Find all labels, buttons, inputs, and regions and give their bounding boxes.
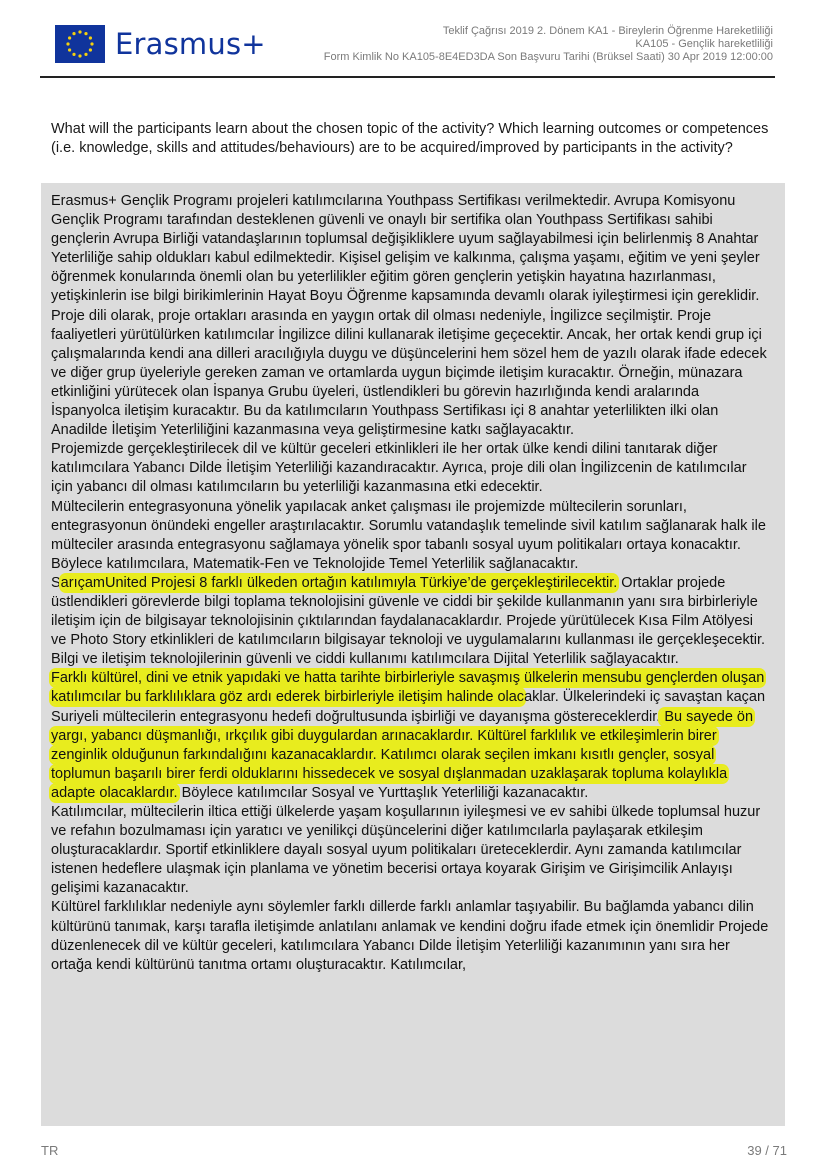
footer-language: TR	[41, 1143, 59, 1158]
answer-text	[51, 192, 771, 975]
paragraph	[51, 574, 771, 669]
paragraph	[51, 669, 771, 803]
text-run: S	[51, 574, 61, 591]
text-run: Böylece katılımcılar Sosyal ve Yurttaşlık Yeterliliği kazanacaktır.	[177, 784, 589, 801]
erasmus-logo	[55, 23, 285, 65]
text-run: aklar. Ülkelerindeki iç savaştan kaçan Suriyeli mültecilerin entegrasyonu hedefi doğrultusunda işbirliği ve dayanışma göstereceklerdir.	[51, 689, 766, 725]
paragraph: Katılımcılar, mültecilerin iltica ettiği ülkelerde yaşam koşullarının iyileşmesi ve ev sahibi ülkede toplumsal huzur ve refahın bozulmaması için yaratıcı ve yenilikçi düşüncelerini diğer katılımcılarla paylaşarak etkileşim oluşturacaklardır. Sportif etkinliklere dayalı sosyal uyum politikaları üreteceklerdir. Aynı zamanda katılımcılar istenen hedeflere ulaşmak için planlama ve yönetim becerisi ortaya koyarak Girişim ve Girişimcilik Anlayışı gelişimi kazanacaktır.	[51, 804, 761, 897]
highlighted-text: arıçamUnited Projesi 8 farklı ülkeden ortağın katılımıyla Türkiye’de gerçekleştirilecektir.	[60, 574, 618, 591]
highlighted-text: Bu sayede ön yargı, yabancı düşmanlığı, ırkçılık gibi duygulardan arınacaklardır. Kültürel farklılık ve etkileşimlerin birer zenginlik olduğunun farkındalığını kazanacaklardır. Katılımcı olarak seçilen imkanı kısıtlı gençler, sosyal toplumun başarılı birer ferdi olduklarını hissedecek ve sosyal dışlanmadan uzaklaşarak topluma kolaylıkla adapte olacaklardır.	[51, 708, 754, 801]
header-divider	[40, 76, 775, 78]
paragraph: Mültecilerin entegrasyonuna yönelik yapılacak anket çalışması ile projemizde mültecilerin sorunları, entegrasyonun önündeki engeller araştırılacaktır. Sorumlu vatandaşlık temelinde sivil katılım sağlanarak halk ile mülteciler arasında entegrasyonu sağlamaya yönelik spor tabanlı sosyal uyum politikaları ortaya konacaktır. Böylece katılımcılara, Matematik-Fen ve Teknolojide Temel Yeterlilik sağlanacaktır.	[51, 498, 766, 572]
paragraph: Proje dili olarak, proje ortakları arasında en yaygın ortak dil olması nedeniyle, İngilizce seçilmiştir. Proje faaliyetleri yürütülürken katılımcılar İngilizce dilini kullanarak iletişime geçecektir. Ancak, her ortak kendi grup içi çalışmalarında kendi ana dilleri aracılığıyla duygu ve düşüncelerini hem sözel hem de yazılı olarak ifade edecek ve diğer grup üyeleriyle gereken zaman ve ortamlarda uygun biçimde iletişim kuracaktır. Örneğin, münazara etkinliğini yürütecek olan İspanya Grubu üyeleri, üstlendikleri bu görevin hazırlığında kendi aralarında İspanyolca iletişim kuracaktır. Bu da katılımcıların Youthpass Sertifikası içi 8 anahtar yeterlilikten ilki olan Anadilde İletişim Yeterliliğini kazanmasına veya geliştirmesine katkı sağlayacaktır.	[51, 307, 767, 439]
form-id-deadline: Form Kimlik No KA105-8E4ED3DA Son Başvuru Tarihi (Brüksel Saati) 30 Apr 2019 12:00:00	[323, 51, 773, 63]
page-number: 39 / 71	[747, 1143, 787, 1158]
answer-box	[41, 183, 785, 1126]
page-header	[40, 0, 785, 76]
paragraph: Kültürel farklılıklar nedeniyle aynı söylemler farklı dillerde farklı anlamlar taşıyabilir. Bu bağlamda yabancı dilin kültürünü tanımak, karşı tarafla iletişimde anlatılanı anlamak ve kendini doğru ifade etmek için önemlidir Projede düzenlenecek dil ve kültür geceleri, katılımcılara Yabancı Dilde İletişim Yeterliliği kazanımının yanı sıra her ortağa kendi kültürünü tanıtma ortamı oluşturacaktır. Katılımcılar,	[51, 899, 769, 973]
eu-flag-icon	[55, 25, 105, 63]
paragraph: Projemizde gerçekleştirilecek dil ve kültür geceleri etkinlikleri ile her ortak ülke kendi dilini tanıtarak diğer katılımcılara Yabancı Dilde İletişim Yeterliliği kazandıracaktır. Ayrıca, proje dili olan İngilizcenin de katılımcılar için yabancı dil olması katılımcıların bu yeterliliği kazanmasına etki edecektir.	[51, 441, 747, 496]
highlighted-text: Farklı kültürel, dini ve etnik yapıdaki ve hatta tarihte birbirleriyle savaşmış ülkelerin mensubu gençlerden oluşan katılımcılar bu farklılıklara göz ardı ederek birbirleriyle iletişim halinde olac	[51, 670, 765, 706]
header-info	[324, 25, 773, 64]
text-run: Ortaklar projede üstlendikleri görevlerde bilgi toplama teknolojisini güvenle ve ciddi bir şekilde kullanmanın yanı sıra birbirleriyle iletişim için de bilgisayar teknolojisinin çıktılarından faydalanacaklardır. Projede yürütülecek Kısa Film Atölyesi ve Photo Story etkinlikleri de katılımcıların bilgisayar teknoloji ve uygulamalarını kullanması ile gerçekleşecektir. Bilgi ve iletişim teknolojilerinin güvenli ve ciddi kullanımı katılımcılara Dijital Yeterlilik sağlayacaktır.	[51, 574, 766, 668]
call-title: Teklif Çağrısı 2019 2. Dönem KA1 - Bireylerin Öğrenme Hareketliliği	[442, 25, 773, 37]
question-text: What will the participants learn about the chosen topic of the activity? Which learning outcomes or competences (i.e. knowledge, skills and attitudes/behaviours) are to be acquired/improved by participants in the activity?	[51, 121, 769, 156]
paragraph: Erasmus+ Gençlik Programı projeleri katılımcılarına Youthpass Sertifikası verilmektedir. Avrupa Komisyonu Gençlik Programı tarafından desteklenen güvenli ve onaylı bir sertifika olan Youthpass Sertifikası sahibi gençlerin Avrupa Birliği vatandaşlarının toplumsal değişikliklere uyum sağlayabilmesi için belirlenmiş 8 Anahtar Yeterliliğe sahip oldukları kabul edilmektedir. Kişisel gelişim ve kalkınma, çalışma yaşamı, eğitim ve yeni şeyler öğrenmek konularında önemli olan bu yeterlilikler eğitim gören gençlerin yetişkin hayatına hazırlanması, yetişkinlerin ise bilgi birikimlerinin Hayat Boyu Öğrenme kapsamında devamlı olarak iyileştirmesi için gereklidir.	[51, 193, 760, 305]
brand-name: Erasmus+	[115, 27, 266, 61]
action-type: KA105 - Gençlik hareketliliği	[635, 38, 773, 50]
